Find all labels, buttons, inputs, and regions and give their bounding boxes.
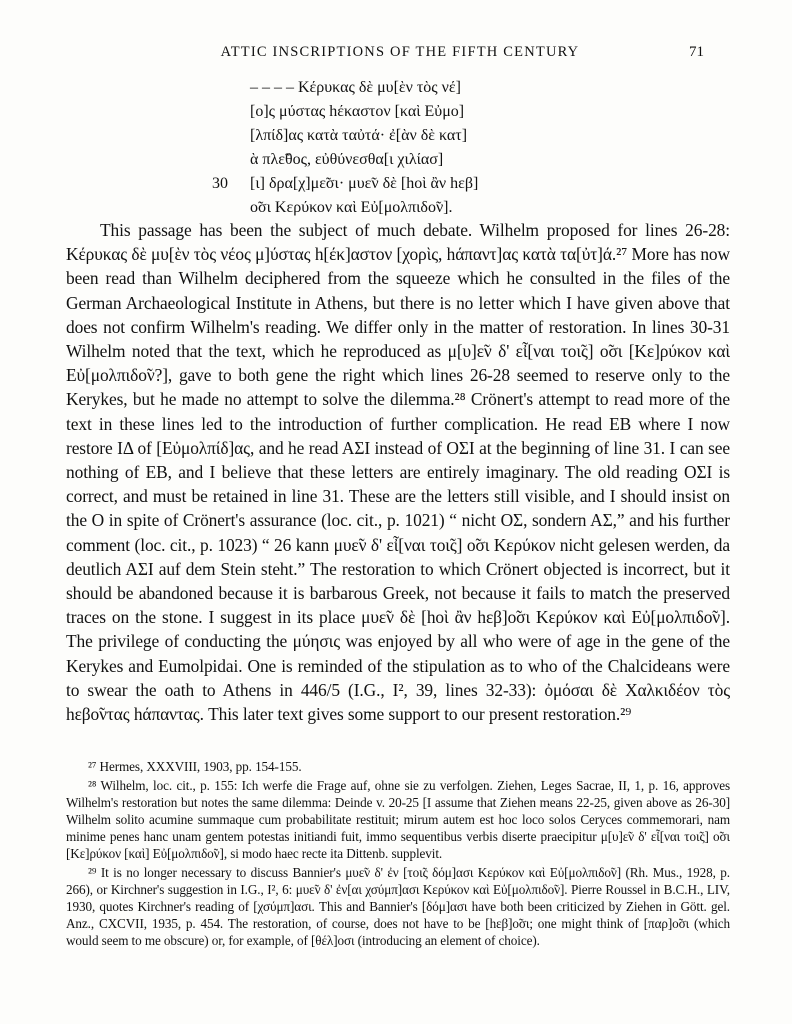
page-number: 71	[689, 44, 704, 60]
footnote-29: ²⁹ It is no longer necessary to discuss Bannier's μυε̃ν δ' ἐν [τοι̃ς δόμ]ασι Κερύκον καὶ Εὐ[μολπιδο̃ν] (Rh. Mus., 1928, p. 266), or Kirchner's suggestion in I.G., I², 6: μυε̃ν δ' ἐν[αι χσύμπ]ασι Κερύκον καὶ Εὐ[μολπιδο̃ν]. Pierre Roussel in B.C.H., LIV, 1930, quotes Kirchner's reading of [χσύμπ]ασι. This and Bannier's [δόμ]ασι have both been criticized by Ziehen in Gött. gel. Anz., CXCVII, 1935, p. 454. The restoration, of course, does not have to be [hεβ]ο̃σι; one might think of [παρ]ο̃σι (which would seem to me obscure) or, for example, of [θέλ]οσι (introducing an element of choice).	[66, 865, 730, 948]
footnote-28: ²⁸ Wilhelm, loc. cit., p. 155: Ich werfe die Frage auf, ohne sie zu verfolgen. Ziehen, Leges Sacrae, II, 1, p. 16, approves Wilhelm's restoration but notes the same dilemma: Deinde v. 20-25 [I assume that Ziehen means 22-25, given above as 26-30] Wilhelm solito acumine summaque cum probabilitate restituit; mirum autem est hoc loco solos Ceryces commemorari, nam minime penes hanc unam gentem potestas initiandi fuit, immo sequentibus verbis diserte praecipitur μ[υ]ε̃ν δ' εἶ[ναι τοι̃ς] ο̃σι [Κε]ρύκον [καὶ] Εὐ[μολπιδο̃ν], si modo haec recte ita Dittenb. supplevit.	[66, 778, 730, 861]
inscription-line: [λπίδ]ας κατὰ ταὐτά· ἐ[ὰν δὲ κατ]	[250, 127, 468, 144]
body-paragraph: This passage has been the subject of much debate. Wilhelm proposed for lines 26-28: Κέρυκας δὲ μυ[ὲν τὸς νέος μ]ύστας h[έκ]αστον [χορὶς, hάπαντ]ας κατὰ τα[ὐτ]ά.²⁷ More has now been read than Wilhelm deciphered from the squeeze which he consulted in the files of the German Archaeological Institute in Athens, but there is no letter which I have given above that does not confirm Wilhelm's reading. We differ only in the matter of restoration. In lines 30-31 Wilhelm noted that the text, which he reproduced as μ[υ]ε̃ν δ' εἶ[ναι τοι̃ς] ο̃σι [Κε]ρύκον καὶ Εὐ[μολπιδο̃ν?], gave to both gene the right which lines 26-28 seemed to reserve only to the Kerykes, but he made no attempt to solve the dilemma.²⁸ Crönert's attempt to read more of the text in these lines led to the introduction of further complication. He read EB where I now restore IΔ of [Εὐμολπίδ]ας, and he read AΣI instead of OΣI at the beginning of line 31. I can see nothing of EB, and I believe that these letters are entirely imaginary. The old reading OΣI is correct, and must be retained in line 31. These are the letters still visible, and I should insist on the O in spite of Crönert's assurance (loc. cit., p. 1021) “ nicht OΣ, sondern AΣ,” and his further comment (loc. cit., p. 1023) “ 26 kann μυε̃ν δ' εἶ[ναι τοι̃ς] ο̃σι Κερύκον nicht gelesen werden, da deutlich AΣI auf dem Stein steht.” The restoration to which Crönert objected is incorrect, but it should be abandoned because it is barbarous Greek, not because it fails to match the preserved traces on the stone. I suggest in its place μυε̃ν δὲ [hοὶ ἂν hεβ]ο̃σι Κερύκον καὶ Εὐ[μολπιδο̃ν]. The privilege of conducting the μύησις was enjoyed by all who were of age in the gene of the Kerykes and Eumolpidai. One is reminded of the stipulation as to who of the Chalcideans were to swear the oath to Athens in 446/5 (I.G., I², 39, lines 32-33): ὀμόσαι δὲ Χαλκιδέον τὸς hεβο̃ντας hάπαντας. This later text gives some support to our present restoration.²⁹	[66, 220, 730, 725]
inscription-line: – – – – Κέρυκας δὲ μυ[ὲν τὸς νέ]	[250, 79, 461, 96]
footnote-27: ²⁷ Hermes, XXXVIII, 1903, pp. 154-155.	[88, 759, 302, 774]
body-text	[66, 218, 730, 726]
inscription-line: ο̃σι Κερύκον καὶ Εὐ[μολπιδο̃ν].	[250, 199, 453, 216]
inscription-line: ὰ πλε̃θος, εὐθύνεσθα[ι χιλίασ]	[250, 151, 444, 168]
footnotes	[66, 758, 730, 951]
running-title: ATTIC INSCRIPTIONS OF THE FIFTH CENTURY	[220, 44, 580, 60]
inscription-line: [ι] δρα[χ]με̃σι· μυε̃ν δὲ [hοὶ ἂν hεβ]	[250, 175, 479, 192]
running-header	[0, 44, 792, 64]
inscription-line: [ο]ς μύστας hέκαστον [καὶ Εὐμο]	[250, 103, 465, 120]
line-number: 30	[212, 175, 228, 192]
